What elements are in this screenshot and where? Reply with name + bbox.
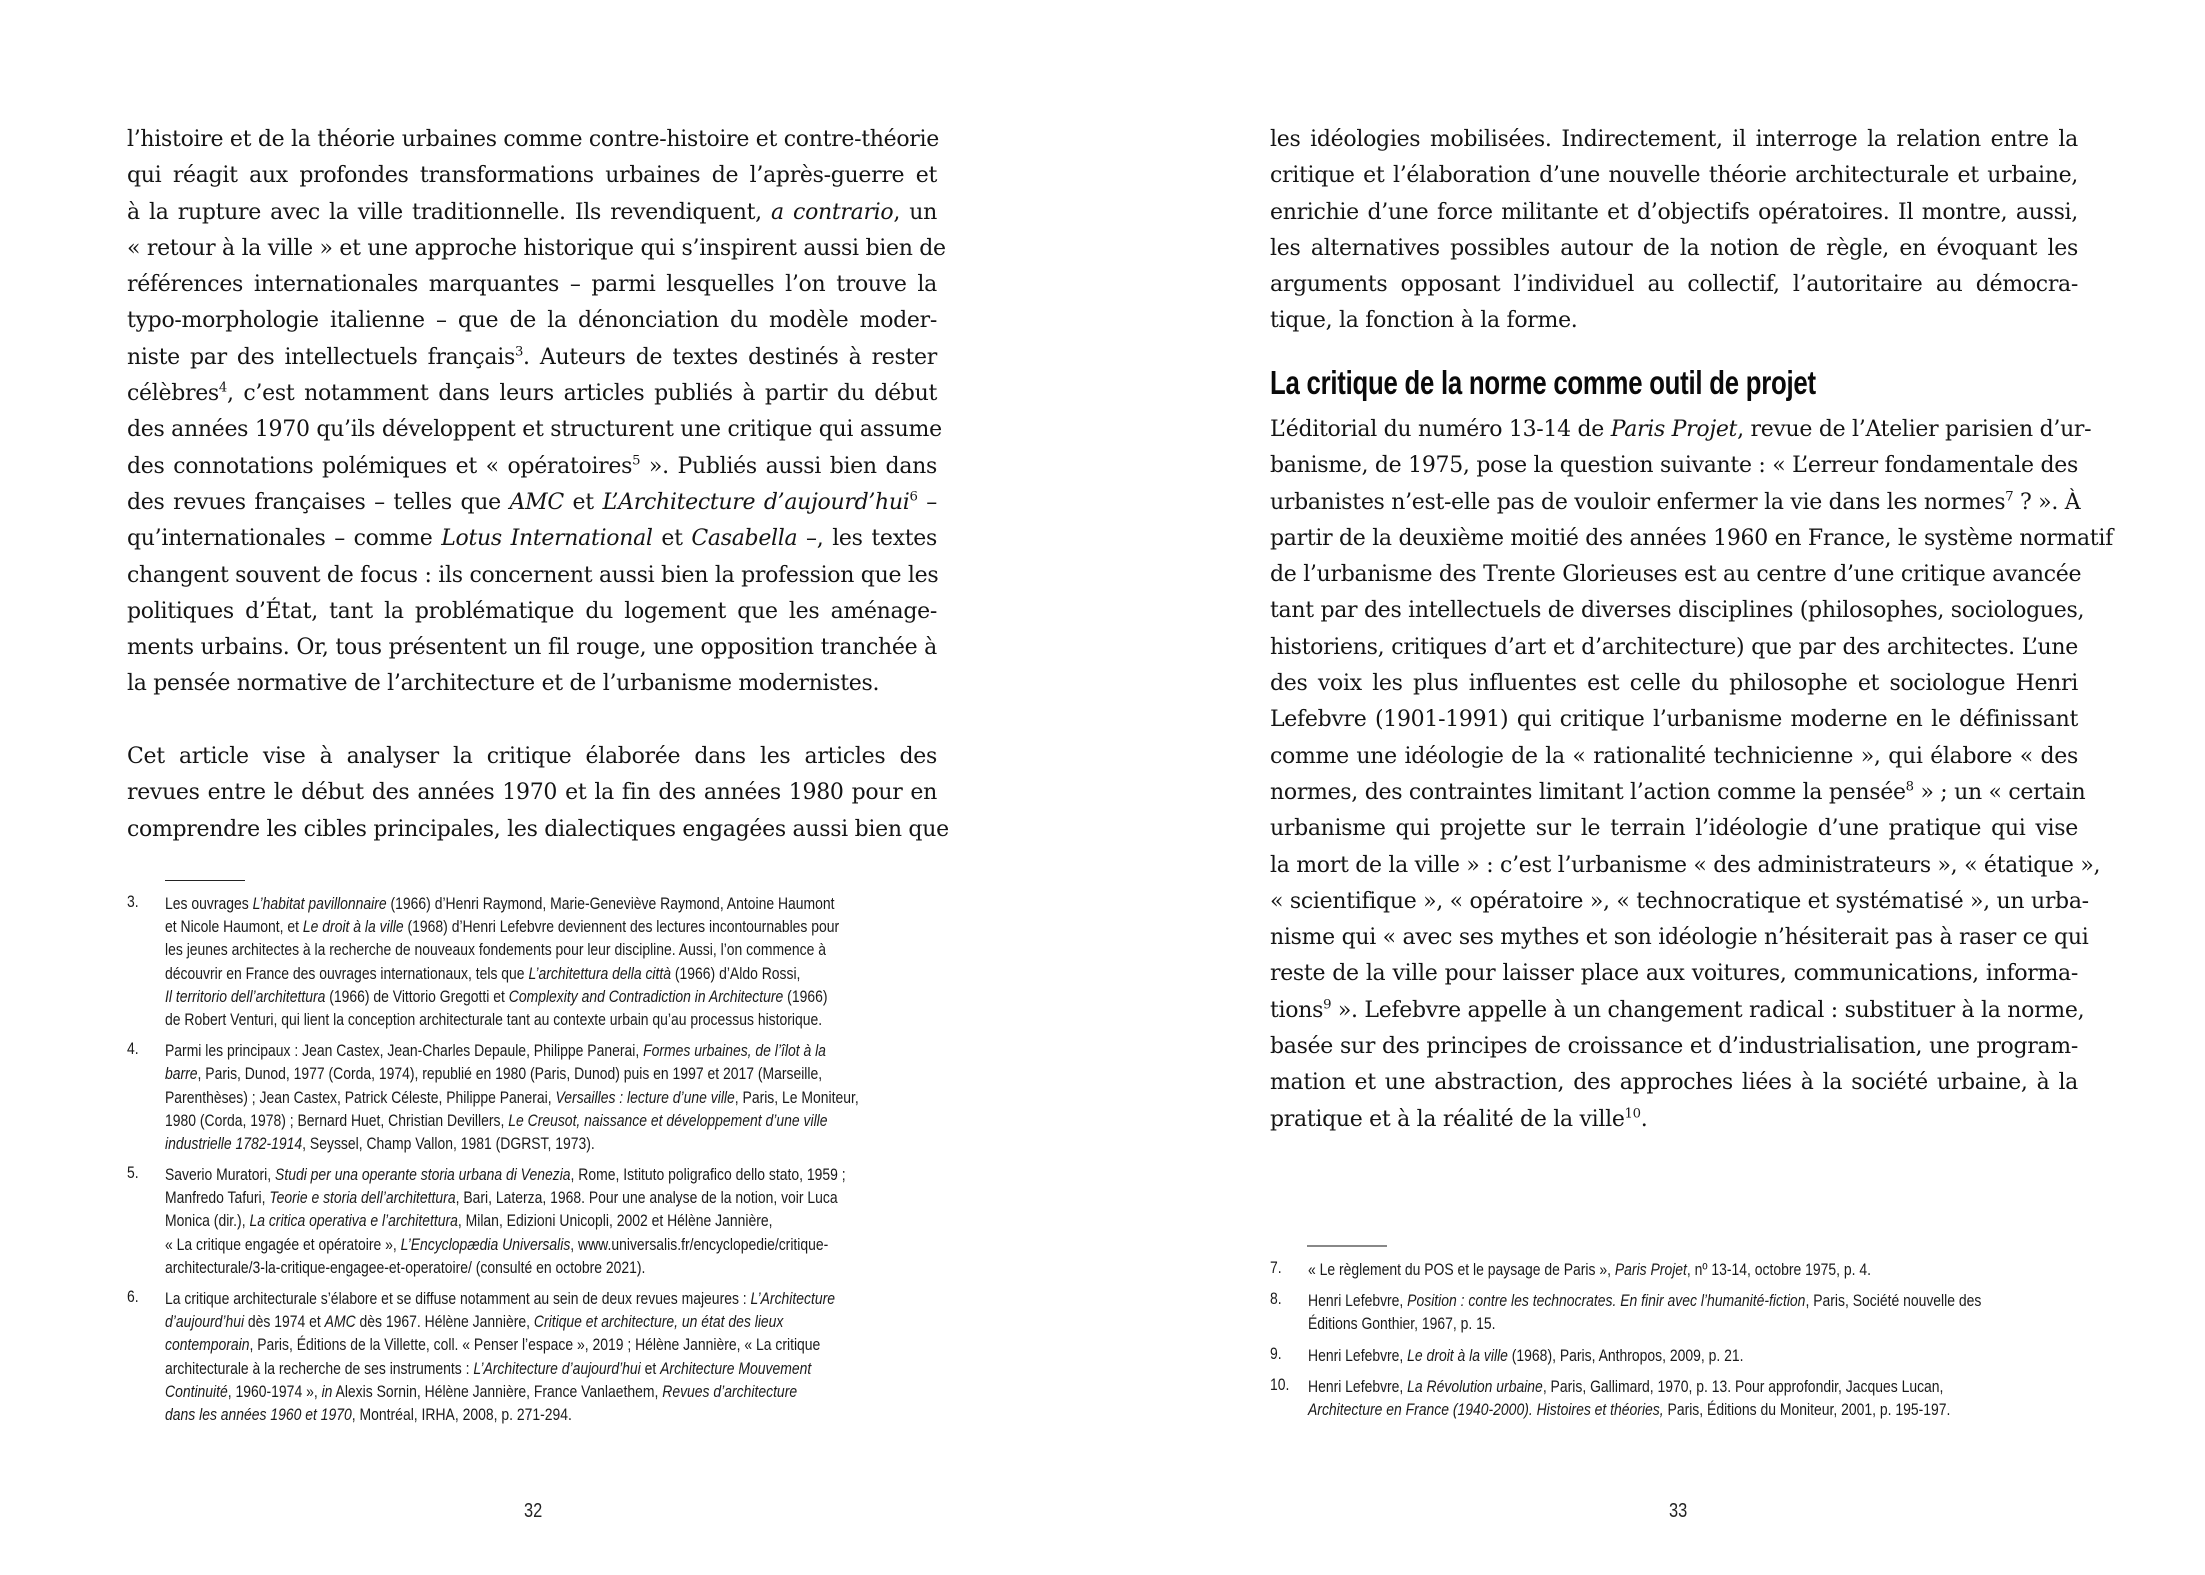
text: ». Lefebvre appelle à un changement radical : substituer à la norme, bbox=[1331, 997, 2085, 1023]
text: » ; un « certain bbox=[1913, 779, 2086, 805]
text-line bbox=[1270, 920, 2089, 956]
text-line bbox=[1270, 884, 2089, 920]
italic-text: L’Encyclopædia Universalis bbox=[400, 1234, 571, 1254]
footnote-line bbox=[165, 1008, 823, 1031]
text: niste par des intellectuels français bbox=[127, 344, 515, 370]
text-line bbox=[1270, 593, 2085, 629]
footnote-line bbox=[165, 1380, 806, 1403]
page-number-right: 33 bbox=[1669, 1500, 1688, 1522]
text: ». Publiés aussi bien dans bbox=[640, 453, 937, 479]
footnote-line bbox=[1308, 1375, 1966, 1398]
text: les idéologies mobilisées. Indirectement, il interroge la relation entre la bbox=[1270, 127, 2078, 152]
section-heading: La critique de la norme comme outil de projet bbox=[1270, 364, 1816, 401]
footnote bbox=[1270, 1289, 2110, 1335]
footnote-line bbox=[165, 1209, 806, 1232]
text-line bbox=[127, 739, 937, 775]
footnote-number: 5. bbox=[127, 1163, 139, 1183]
text: « Le règlement du POS et le paysage de Paris », bbox=[1308, 1260, 1615, 1279]
italic-text: in bbox=[321, 1381, 333, 1401]
text: comme une idéologie de la « rationalité technicienne », qui élabore « des bbox=[1270, 743, 2078, 769]
text-line bbox=[127, 449, 937, 485]
text-line bbox=[127, 195, 937, 231]
italic-text: Le Creusot, naissance et développement d’une ville bbox=[508, 1110, 828, 1130]
footnote bbox=[1270, 1258, 2110, 1281]
footnote-number: 4. bbox=[127, 1039, 139, 1059]
text: à la rupture avec la ville traditionnelle. Ils revendiquent, bbox=[127, 199, 772, 225]
text: nisme qui « avec ses mythes et son idéologie n’hésiterait pas à raser ce qui bbox=[1270, 925, 2089, 951]
text-line bbox=[127, 812, 949, 848]
italic-text: Teorie e storia dell’architettura bbox=[269, 1188, 456, 1208]
text: , Bari, Laterza, 1968. Pour une analyse de la notion, voir Luca bbox=[455, 1188, 838, 1208]
right-page bbox=[1103, 0, 2205, 1575]
paragraph bbox=[127, 122, 946, 703]
text: « La critique engagée et opératoire », bbox=[165, 1234, 401, 1254]
text: « scientifique », « opératoire », « technocratique et systématisé », un urba- bbox=[1270, 888, 2089, 914]
text: Parenthèses) ; Jean Castex, Patrick Céleste, Philippe Panerai, bbox=[165, 1087, 556, 1107]
footnote-line bbox=[165, 1086, 859, 1109]
footnote-line bbox=[1308, 1258, 1966, 1281]
text: des revues françaises – telles que bbox=[127, 489, 510, 515]
paragraph bbox=[1270, 412, 2113, 1138]
text: urbanistes n’est-elle pas de vouloir enfermer la vie dans les normes bbox=[1270, 489, 2006, 515]
italic-text: Paris Projet bbox=[1614, 1260, 1687, 1279]
text: Henri Lefebvre, bbox=[1308, 1291, 1408, 1311]
text-line bbox=[1270, 993, 2085, 1029]
footnote bbox=[127, 1287, 947, 1426]
italic-text: L’Architecture bbox=[750, 1289, 836, 1308]
italic-text: AMC bbox=[509, 489, 564, 515]
text: changent souvent de focus : ils concernent aussi bien la profession que les bbox=[127, 562, 939, 588]
footnote-reference[interactable]: 8 bbox=[1905, 779, 1914, 795]
text-line bbox=[1270, 485, 2081, 521]
text: Manfredo Tafuri, bbox=[165, 1188, 270, 1208]
footnote bbox=[127, 1163, 947, 1279]
italic-text: Architecture Mouvement bbox=[660, 1358, 812, 1378]
text: , www.universalis.fr/encyclopedie/critique- bbox=[570, 1234, 829, 1254]
footnote-line bbox=[165, 1256, 806, 1279]
text: (1968), Paris, Anthropos, 2009, p. 21. bbox=[1507, 1345, 1744, 1365]
footnote-line bbox=[165, 1062, 823, 1085]
text: (1966) d’Henri Raymond, Marie-Geneviève Raymond, Antoine Haumont bbox=[386, 894, 835, 913]
text: et Nicole Haumont, et bbox=[165, 917, 303, 937]
footnote-reference[interactable]: 5 bbox=[632, 453, 641, 469]
text: architecturale à la recherche de ses instruments : bbox=[165, 1358, 474, 1378]
text: Henri Lefebvre, bbox=[1308, 1376, 1408, 1396]
page-number-left: 32 bbox=[524, 1500, 543, 1522]
text: critique et l’élaboration d’une nouvelle théorie architecturale et urbaine, bbox=[1270, 163, 2078, 189]
text: comprendre les cibles principales, les dialectiques engagées aussi bien que bbox=[127, 816, 949, 842]
text: ? ». À bbox=[2013, 489, 2081, 515]
italic-text: AMC bbox=[324, 1312, 356, 1332]
text: , Seyssel, Champ Vallon, 1981 (DGRST, 1973). bbox=[302, 1133, 595, 1153]
text: banisme, de 1975, pose la question suivante : « L’erreur fondamentale des bbox=[1270, 453, 2078, 479]
left-page bbox=[0, 0, 1102, 1575]
text: , Paris, Dunod, 1977 (Corda, 1974), republié en 1980 (Paris, Dunod) puis en 1997 et 2017 (Marseille, bbox=[197, 1064, 823, 1084]
text-line bbox=[127, 340, 937, 376]
italic-text: d’aujourd’hui bbox=[165, 1312, 245, 1332]
text-line bbox=[1270, 195, 2078, 231]
footnote-line bbox=[165, 938, 826, 961]
left-body-text bbox=[127, 122, 949, 848]
text: tant par des intellectuels de diverses disciplines (philosophes, sociologues, bbox=[1270, 598, 2085, 624]
footnote-rule bbox=[165, 880, 245, 881]
text-line bbox=[127, 485, 937, 521]
text-line bbox=[1270, 267, 2078, 303]
italic-text: L’architettura della città bbox=[528, 963, 672, 983]
text: « retour à la ville » et une approche historique qui s’inspirent aussi bien de bbox=[127, 235, 946, 261]
italic-text: Critique et architecture, un état des lieux bbox=[533, 1312, 784, 1332]
text: les alternatives possibles autour de la notion de règle, en évoquant les bbox=[1270, 235, 2078, 261]
paragraph bbox=[127, 739, 949, 848]
footnote-line bbox=[165, 962, 806, 985]
text: qui réagit aux profondes transformations urbaines de l’après-guerre et bbox=[127, 163, 937, 189]
footnote-reference[interactable]: 3 bbox=[514, 344, 524, 360]
italic-text: Continuité bbox=[165, 1381, 228, 1401]
footnote-line bbox=[165, 1186, 838, 1209]
text-line bbox=[127, 376, 937, 412]
text-line bbox=[127, 594, 937, 630]
text: architecturale/3-la-critique-engagee-et-operatoire/ (consulté en octobre 2021). bbox=[165, 1257, 646, 1277]
italic-text: L’Architecture d’aujourd’hui bbox=[602, 489, 910, 515]
italic-text: Position : contre les technocrates. En finir avec l’humanité-fiction bbox=[1407, 1291, 1806, 1311]
text: dès 1967. Hélène Jannière, bbox=[355, 1312, 534, 1332]
text: 1980 (Corda, 1978) ; Bernard Huet, Christian Devillers, bbox=[165, 1110, 509, 1130]
italic-text: Paris Projet bbox=[1610, 417, 1738, 442]
footnote-line bbox=[165, 1109, 828, 1132]
text-line bbox=[1270, 1065, 2078, 1101]
text: . Auteurs de textes destinés à rester bbox=[523, 344, 937, 370]
footnote-number: 10. bbox=[1270, 1374, 1290, 1394]
italic-text: dans les années 1960 et 1970 bbox=[165, 1404, 352, 1424]
footnote-line bbox=[165, 1310, 806, 1333]
text: reste de la ville pour laisser place aux voitures, communications, informa- bbox=[1270, 961, 2078, 987]
text: Éditions Gonthier, 1967, p. 15. bbox=[1308, 1314, 1496, 1334]
text-line bbox=[1270, 1102, 2078, 1138]
footnote-line bbox=[1308, 1344, 1966, 1367]
footnote-line bbox=[165, 985, 828, 1008]
italic-text: L’habitat pavillonnaire bbox=[252, 894, 387, 913]
footnote-reference[interactable]: 6 bbox=[909, 489, 918, 505]
right-body-intro bbox=[1270, 122, 2078, 340]
text: Alexis Sornin, Hélène Jannière, France Vanlaethem, bbox=[332, 1381, 663, 1401]
footnote-line bbox=[1308, 1312, 1966, 1335]
italic-text: Versailles : lecture d’une ville bbox=[555, 1087, 735, 1107]
text-line bbox=[1270, 412, 2092, 448]
text: basée sur des principes de croissance et d’industrialisation, une program- bbox=[1270, 1034, 2078, 1060]
text-line bbox=[127, 521, 937, 557]
text-line bbox=[127, 666, 937, 702]
text-line bbox=[1270, 739, 2078, 775]
text-line bbox=[1270, 231, 2078, 267]
footnote-reference[interactable]: 10 bbox=[1624, 1106, 1641, 1122]
text: normes, des contraintes limitant l’action comme la pensée bbox=[1270, 779, 1906, 805]
text-line bbox=[127, 630, 937, 666]
right-body-section bbox=[1270, 412, 2113, 1138]
text-line bbox=[127, 231, 946, 267]
text: Lefebvre (1901-1991) qui critique l’urbanisme moderne en le définissant bbox=[1270, 707, 2078, 733]
text: qu’internationales – comme bbox=[127, 526, 442, 552]
text-line bbox=[1270, 702, 2078, 738]
text-line bbox=[127, 775, 937, 811]
text: l’histoire et de la théorie urbaines comme contre-histoire et contre-théorie bbox=[127, 127, 939, 152]
footnote-line bbox=[165, 1233, 829, 1256]
italic-text: Le droit à la ville bbox=[1407, 1345, 1508, 1365]
footnote-line bbox=[1308, 1398, 1966, 1421]
text: , 1960-1974 », bbox=[227, 1381, 322, 1401]
text: historiens, critiques d’art et d’architecture) que par des architectes. L’une bbox=[1270, 634, 2078, 660]
footnote-rule bbox=[1307, 1245, 1387, 1247]
footnote-line bbox=[165, 892, 835, 915]
right-footnotes bbox=[1270, 1258, 2110, 1429]
text: Cet article vise à analyser la critique élaborée dans les articles des bbox=[127, 744, 937, 770]
text: les jeunes architectes à la recherche de nouveaux fondements pour leur discipline. Aussi, l’on commence à bbox=[165, 940, 826, 960]
text: , c’est notamment dans leurs articles publiés à partir du début bbox=[227, 381, 937, 407]
text: , Milan, Edizioni Unicopli, 2002 et Hélène Jannière, bbox=[457, 1211, 773, 1231]
text: la mort de la ville » : c’est l’urbanisme « des administrateurs », « étatique », bbox=[1270, 852, 2101, 878]
text: (1966) d’Aldo Rossi, bbox=[671, 963, 801, 983]
footnote-line bbox=[165, 1403, 806, 1426]
text: tique, la fonction à la forme. bbox=[1270, 308, 1578, 334]
text-line bbox=[127, 412, 942, 448]
text-line bbox=[1270, 1029, 2078, 1065]
text-line bbox=[1270, 848, 2101, 884]
text-line bbox=[127, 158, 937, 194]
text: Paris, Éditions du Moniteur, 2001, p. 195-197. bbox=[1663, 1399, 1951, 1419]
text: de l’urbanisme des Trente Glorieuses est au centre d’une critique avancée bbox=[1270, 562, 2082, 588]
footnote-line bbox=[165, 1039, 826, 1062]
text: , Paris, Le Moniteur, bbox=[734, 1087, 859, 1107]
text: Henri Lefebvre, bbox=[1308, 1345, 1408, 1365]
italic-text: Le droit à la ville bbox=[302, 917, 404, 937]
text: des voix les plus influentes est celle du philosophe et sociologue Henri bbox=[1270, 671, 2078, 697]
text: , Paris, Société nouvelle des bbox=[1805, 1291, 1982, 1311]
text: (1966) de Vittorio Gregotti et bbox=[325, 986, 509, 1006]
text: – bbox=[917, 489, 937, 515]
italic-text: Casabella bbox=[691, 526, 798, 552]
footnote-reference[interactable]: 9 bbox=[1323, 997, 1332, 1013]
italic-text: contemporain bbox=[165, 1335, 250, 1355]
text: et bbox=[640, 1358, 661, 1378]
italic-text: L’Architecture d’aujourd’hui bbox=[473, 1358, 641, 1378]
text: L’éditorial du numéro 13-14 de bbox=[1270, 417, 1611, 442]
italic-text: Architecture en France (1940-2000). Histoires et théories, bbox=[1308, 1399, 1664, 1419]
text: politiques d’État, tant la problématique du logement que les aménage- bbox=[127, 598, 937, 624]
left-footnotes bbox=[127, 892, 947, 1434]
text: typo-morphologie italienne – que de la dénonciation du modèle moder- bbox=[127, 308, 937, 334]
text: urbanisme qui projette sur le terrain l’idéologie d’une pratique qui vise bbox=[1270, 816, 2078, 842]
text: de Robert Venturi, qui lient la conception architecturale tant au contexte urbain qu’au processus historique. bbox=[165, 1009, 823, 1029]
text: découvrir en France des ouvrages internationaux, tels que bbox=[165, 963, 529, 983]
footnote-number: 6. bbox=[127, 1287, 139, 1306]
text: , revue de l’Atelier parisien d’ur- bbox=[1737, 417, 2092, 442]
text: revues entre le début des années 1970 et la fin des années 1980 pour en bbox=[127, 780, 937, 806]
text: , un bbox=[893, 199, 937, 225]
text: . bbox=[1640, 1106, 1648, 1132]
text: , Montréal, IRHA, 2008, p. 271-294. bbox=[351, 1404, 572, 1424]
italic-text: Lotus International bbox=[441, 526, 653, 552]
text: , nº 13-14, octobre 1975, p. 4. bbox=[1686, 1260, 1872, 1279]
text: enrichie d’une force militante et d’objectifs opératoires. Il montre, aussi, bbox=[1270, 199, 2078, 225]
text: références internationales marquantes – parmi lesquelles l’on trouve la bbox=[127, 272, 937, 298]
italic-text: barre bbox=[165, 1064, 198, 1084]
text: et bbox=[563, 489, 603, 515]
italic-text: Complexity and Contradiction in Architecture bbox=[508, 986, 784, 1006]
text: arguments opposant l’individuel au collectif, l’autoritaire au démocra- bbox=[1270, 272, 2078, 298]
text: Saverio Muratori, bbox=[165, 1165, 276, 1185]
text: Monica (dir.), bbox=[165, 1211, 250, 1231]
text-line bbox=[1270, 666, 2078, 702]
text: partir de la deuxième moitié des années 1960 en France, le système normatif bbox=[1270, 525, 2113, 551]
text-line bbox=[127, 303, 937, 339]
italic-text: La Révolution urbaine bbox=[1407, 1376, 1543, 1396]
text: (1968) d’Henri Lefebvre deviennent des lectures incontournables pour bbox=[403, 917, 840, 937]
text-line bbox=[1270, 448, 2078, 484]
text: Les ouvrages bbox=[165, 894, 253, 913]
italic-text: Revues d’architecture bbox=[662, 1381, 798, 1401]
text-line bbox=[127, 558, 937, 594]
text-line bbox=[127, 122, 937, 158]
paragraph bbox=[1270, 122, 2078, 340]
footnote-number: 3. bbox=[127, 892, 139, 911]
text: célèbres bbox=[127, 381, 219, 407]
footnote-line bbox=[1308, 1289, 1982, 1312]
footnote-line bbox=[165, 1333, 821, 1356]
italic-text: La critica operativa e l’architettura bbox=[249, 1211, 458, 1231]
text-line bbox=[1270, 303, 2078, 339]
text-line bbox=[1270, 811, 2078, 847]
italic-text: industrielle 1782-1914 bbox=[165, 1133, 303, 1153]
text-line bbox=[1270, 158, 2078, 194]
text: des connotations polémiques et « opératoires bbox=[127, 453, 633, 479]
italic-text: Studi per una operante storia urbana di Venezia bbox=[275, 1165, 571, 1185]
text: pratique et à la réalité de la ville bbox=[1270, 1106, 1625, 1132]
footnote-number: 8. bbox=[1270, 1289, 1282, 1309]
footnote-line bbox=[165, 915, 840, 938]
paragraph-gap bbox=[127, 703, 937, 739]
footnote-line bbox=[165, 1163, 846, 1186]
text: , Rome, Istituto poligrafico dello stato, 1959 ; bbox=[570, 1165, 846, 1185]
footnote-reference[interactable]: 4 bbox=[218, 380, 227, 396]
text: –, les textes bbox=[797, 526, 937, 552]
footnote-line bbox=[165, 1357, 812, 1380]
footnote bbox=[1270, 1375, 2110, 1421]
footnote bbox=[127, 1039, 947, 1155]
text: mation et une abstraction, des approches liées à la société urbaine, à la bbox=[1270, 1070, 2078, 1096]
text-line bbox=[127, 267, 937, 303]
text: des années 1970 qu’ils développent et structurent une critique qui assume bbox=[127, 417, 942, 443]
text-line bbox=[1270, 956, 2078, 992]
footnote-line bbox=[165, 1132, 806, 1155]
text-line bbox=[1270, 775, 2086, 811]
footnote-number: 7. bbox=[1270, 1258, 1282, 1277]
footnote-reference[interactable]: 7 bbox=[2005, 489, 2014, 505]
text: (1966) bbox=[783, 986, 828, 1006]
text: et bbox=[652, 526, 692, 552]
text-line bbox=[1270, 122, 2078, 158]
text: dès 1974 et bbox=[244, 1312, 325, 1332]
footnote bbox=[1270, 1344, 2110, 1367]
text: Parmi les principaux : Jean Castex, Jean-Charles Depaule, Philippe Panerai, bbox=[165, 1041, 644, 1061]
italic-text: Formes urbaines, de l’îlot à la bbox=[643, 1041, 826, 1061]
italic-text: a contrario bbox=[771, 199, 894, 225]
text: La critique architecturale s’élabore et se diffuse notamment au sein de deux revues majeures : bbox=[165, 1289, 751, 1308]
text: ments urbains. Or, tous présentent un fil rouge, une opposition tranchée à bbox=[127, 635, 937, 661]
footnote-line bbox=[165, 1287, 836, 1310]
text: la pensée normative de l’architecture et de l’urbanisme modernistes. bbox=[127, 671, 880, 697]
text-line bbox=[1270, 630, 2078, 666]
italic-text: Il territorio dell’architettura bbox=[165, 986, 326, 1006]
text: tions bbox=[1270, 997, 1324, 1023]
footnote-number: 9. bbox=[1270, 1343, 1282, 1363]
text: , Paris, Éditions de la Villette, coll. « Penser l’espace », 2019 ; Hélène Jannière, « La critique bbox=[249, 1335, 821, 1355]
text: , Paris, Gallimard, 1970, p. 13. Pour approfondir, Jacques Lucan, bbox=[1542, 1376, 1944, 1396]
footnote bbox=[127, 892, 947, 1031]
text-line bbox=[1270, 521, 2113, 557]
text-line bbox=[1270, 557, 2082, 593]
